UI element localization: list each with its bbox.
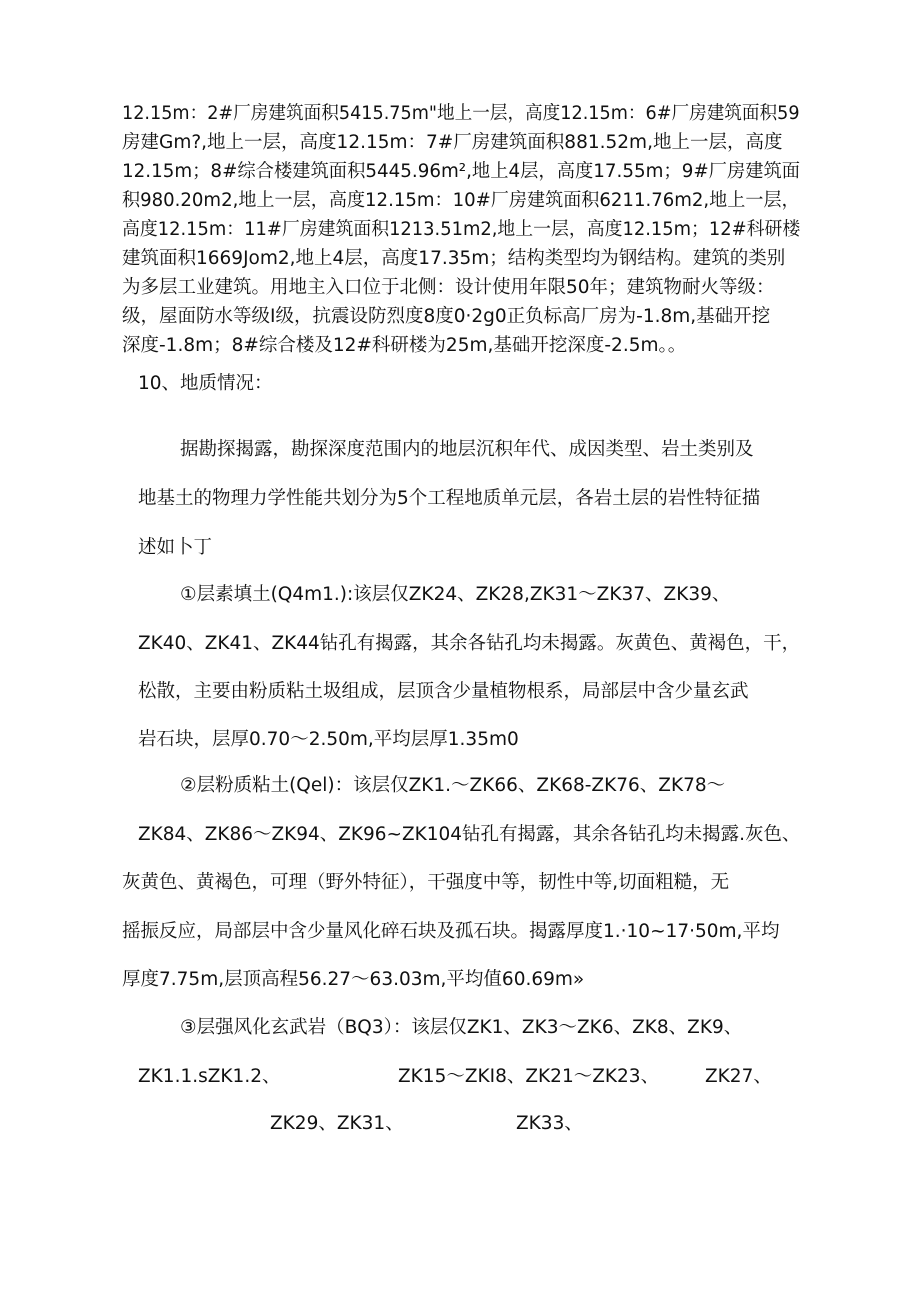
text-line: 12.15m；8#综合楼建筑面积5445.96m²,地上4层，高度17.55m；9#厂房建筑面 (122, 161, 801, 182)
text-fragment: ZK33、 (516, 1113, 583, 1134)
text-fragment: ZK15～ZKI8、ZK21～ZK23、 (398, 1066, 660, 1087)
text-line: 厚度7.75m,层顶高程56.27～63.03m,平均值60.69m» (122, 969, 585, 990)
text-line: 高度12.15m：11#厂房建筑面积1213.51m2,地上一层，高度12.15m；12#科研楼 (122, 219, 801, 240)
text-line: 松散，主要由粉质粘土圾组成，层顶含少量植物根系，局部层中含少量玄武 (138, 681, 749, 702)
text-line: ZK40、ZK41、ZK44钻孔有揭露，其余各钻孔均未揭露。灰黄色、黄褐色，干， (138, 633, 801, 654)
text-line: 为多层工业建筑。用地主入口位于北侧：设计使用年限50年；建筑物耐火等级： (122, 277, 775, 298)
text-line: ③层强风化玄武岩（BQ3）：该层仅ZK1、ZK3～ZK6、ZK8、ZK9、 (180, 1017, 743, 1038)
text-fragment: ZK29、ZK31、 (270, 1113, 404, 1134)
text-line: 据勘探揭露，勘探深度范围内的地层沉积年代、成因类型、岩土类别及 (180, 439, 754, 460)
section-heading: 10、地质情况： (138, 373, 273, 394)
text-fragment: ZK1.1.sZK1.2、 (138, 1066, 281, 1087)
text-line: 述如卜丁 (138, 537, 213, 558)
text-line: 12.15m：2#厂房建筑面积5415.75m"地上一层，高度12.15m：6#厂房建筑面积59 (122, 103, 800, 124)
text-line: 岩石块，层厚0.70～2.50m,平均层厚1.35m0 (138, 729, 519, 750)
text-line: 积980.20m2,地上一层，高度12.15m：10#厂房建筑面积6211.76m2,地上一层， (122, 190, 800, 211)
text-line: 建筑面积1669Jom2,地上4层，高度17.35m；结构类型均为钢结构。建筑的类别 (122, 248, 786, 269)
text-line: ZK84、ZK86～ZK94、ZK96~ZK104钻孔有揭露，其余各钻孔均未揭露.灰色、 (138, 824, 801, 845)
text-line: 深度-1.8m；8#综合楼及12#科研楼为25m,基础开挖深度-2.5m。。 (122, 335, 687, 356)
text-line: 摇振反应，局部层中含少量风化碎石块及孤石块。揭露厚度1.·10~17·50m,平均 (122, 921, 780, 942)
text-line: 房建Gm?,地上一层，高度12.15m：7#厂房建筑面积881.52m,地上一层，高度 (122, 132, 783, 153)
text-fragment: ZK27、 (705, 1066, 772, 1087)
text-line: 级，屋面防水等级I级，抗震设防烈度8度0·2g0正负标高厂房为-1.8m,基础开挖 (122, 306, 771, 327)
text-line: ①层素填土(Q4m1.):该层仅ZK24、ZK28,ZK31～ZK37、ZK39、 (180, 584, 731, 605)
text-line: 地基土的物理力学性能共划分为5个工程地质单元层，各岩土层的岩性特征描 (138, 488, 761, 509)
text-line: 灰黄色、黄褐色，可理（野外特征），干强度中等，韧性中等,切面粗糙，无 (122, 872, 730, 893)
text-line: ②层粉质粘土(Qel)：该层仅ZK1.～ZK66、ZK68-ZK76、ZK78～ (180, 775, 726, 796)
